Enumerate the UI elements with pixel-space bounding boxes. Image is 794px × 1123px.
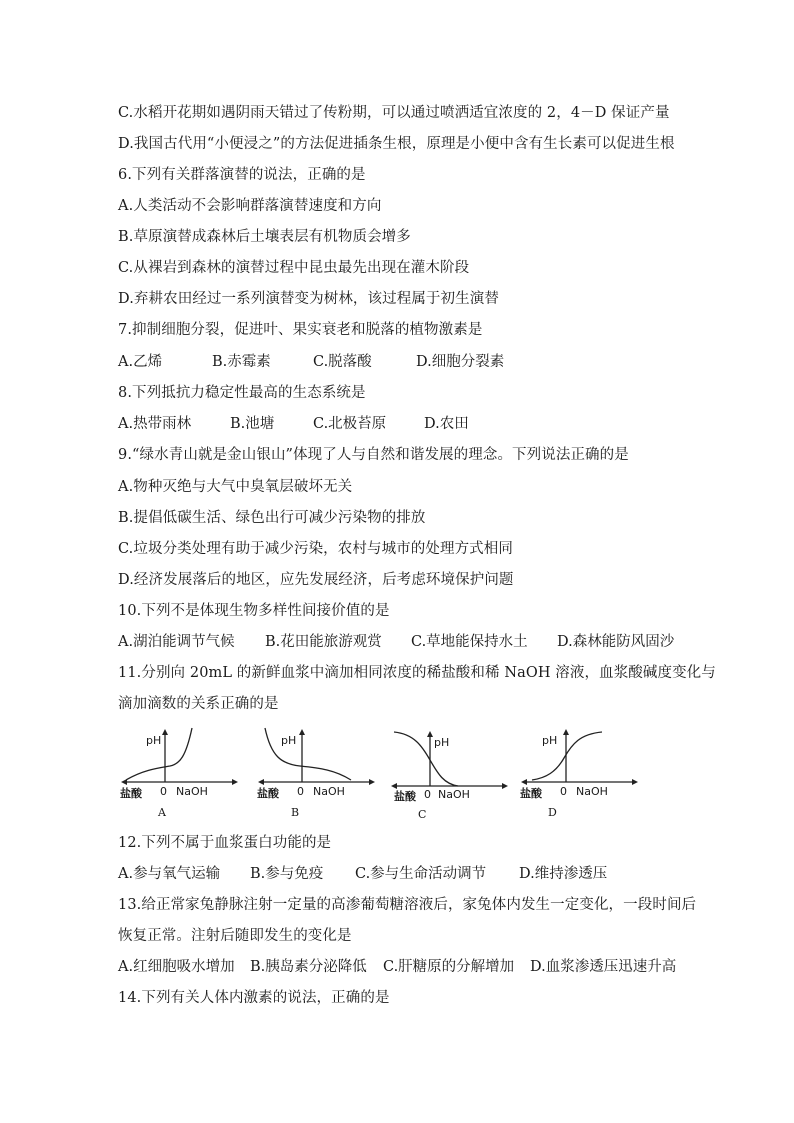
q12-option-b: B.参与免疫 — [250, 866, 324, 882]
q8-option-b: B.池塘 — [230, 416, 275, 432]
ph-graph-c — [388, 726, 518, 822]
text-line: D.我国古代用“小便浸之”的方法促进插条生根，原理是小便中含有生长素可以促进生根 — [118, 136, 675, 152]
question-13-stem-cont: 恢复正常。注射后随即发生的变化是 — [118, 928, 352, 944]
ph-graph-a-svg — [118, 726, 248, 822]
y-axis-arrow — [162, 729, 168, 735]
q12-option-a: A.参与氧气运输 — [118, 866, 221, 882]
origin-label: 0 — [560, 785, 567, 798]
y-axis-arrow — [299, 729, 305, 735]
q12-option-c: C.参与生命活动调节 — [355, 866, 487, 882]
ph-graph-d-svg — [518, 726, 648, 822]
ph-graph-c-svg — [388, 726, 518, 822]
ph-curve — [265, 728, 351, 780]
ph-graph-a — [118, 726, 248, 822]
x-axis-right-arrow — [502, 783, 508, 789]
y-axis-arrow — [563, 729, 569, 735]
q8-option-d: D.农田 — [424, 416, 469, 432]
question-10-stem: 10.下列不是体现生物多样性间接价值的是 — [118, 603, 390, 619]
q8-option-a: A.热带雨林 — [118, 416, 192, 432]
q12-option-d: D.维持渗透压 — [519, 866, 608, 882]
q13-option-b: B.胰岛素分泌降低 — [250, 959, 367, 975]
q10-option-d: D.森林能防风固沙 — [557, 634, 675, 650]
graph-letter: A — [158, 806, 166, 819]
left-axis-label: 盐酸 — [394, 790, 416, 803]
ph-graph-b-svg — [255, 726, 385, 822]
q6-option-a: A.人类活动不会影响群落演替速度和方向 — [118, 198, 382, 214]
graph-letter: B — [291, 806, 300, 819]
q6-option-c: C.从裸岩到森林的演替过程中昆虫最先出现在灌木阶段 — [118, 260, 470, 276]
y-axis-label: pH — [146, 734, 162, 747]
question-12-stem: 12.下列不属于血浆蛋白功能的是 — [118, 835, 332, 851]
q7-option-c: C.脱落酸 — [313, 354, 372, 370]
q13-option-a: A.红细胞吸水增加 — [118, 959, 235, 975]
question-7-stem: 7.抑制细胞分裂，促进叶、果实衰老和脱落的植物激素是 — [118, 322, 483, 338]
q10-option-c: C.草地能保持水土 — [411, 634, 528, 650]
q9-option-b: B.提倡低碳生活、绿色出行可减少污染物的排放 — [118, 510, 426, 526]
question-13-stem: 13.给正常家兔静脉注射一定量的高渗葡萄糖溶液后，家兔体内发生一定变化，一段时间后 — [118, 897, 697, 913]
q7-option-d: D.细胞分裂素 — [416, 354, 505, 370]
y-axis-label: pH — [281, 734, 297, 747]
q6-option-d: D.弃耕农田经过一系列演替变为树林，该过程属于初生演替 — [118, 291, 499, 307]
y-axis-label: pH — [542, 734, 558, 747]
graph-letter: C — [418, 808, 427, 821]
question-11-stem: 11.分别向 20mL 的新鲜血浆中滴加相同浓度的稀盐酸和稀 NaOH 溶液，血浆酸碱度变化与 — [118, 665, 716, 681]
right-axis-label: NaOH — [438, 788, 470, 801]
question-9-stem: 9.“绿水青山就是金山银山”体现了人与自然和谐发展的理念。下列说法正确的是 — [118, 447, 629, 463]
graph-letter: D — [548, 806, 557, 819]
right-axis-label: NaOH — [176, 785, 208, 798]
right-axis-label: NaOH — [576, 785, 608, 798]
text-line: C.水稻开花期如遇阴雨天错过了传粉期，可以通过喷洒适宜浓度的 2，4－D 保证产量 — [118, 105, 670, 121]
origin-label: 0 — [297, 785, 304, 798]
q6-option-b: B.草原演替成森林后土壤表层有机物质会增多 — [118, 229, 411, 245]
q8-option-c: C.北极苔原 — [313, 416, 387, 432]
left-axis-label: 盐酸 — [120, 787, 142, 800]
q13-option-d: D.血浆渗透压迅速升高 — [530, 959, 677, 975]
right-axis-label: NaOH — [313, 785, 345, 798]
y-axis-label: pH — [434, 736, 450, 749]
q13-option-c: C.肝糖原的分解增加 — [383, 959, 515, 975]
q7-option-a: A.乙烯 — [118, 354, 163, 370]
x-axis-right-arrow — [369, 779, 375, 785]
ph-graph-b — [255, 726, 385, 822]
q10-option-b: B.花田能旅游观赏 — [265, 634, 382, 650]
left-axis-label: 盐酸 — [520, 787, 542, 800]
q7-option-b: B.赤霉素 — [212, 354, 271, 370]
q9-option-c: C.垃圾分类处理有助于减少污染，农村与城市的处理方式相同 — [118, 541, 513, 557]
question-14-stem: 14.下列有关人体内激素的说法，正确的是 — [118, 990, 390, 1006]
x-axis-right-arrow — [232, 779, 238, 785]
x-axis-right-arrow — [632, 779, 638, 785]
question-11-stem-cont: 滴加滴数的关系正确的是 — [118, 696, 279, 712]
question-8-stem: 8.下列抵抗力稳定性最高的生态系统是 — [118, 385, 366, 401]
ph-graph-d — [518, 726, 648, 822]
q10-option-a: A.湖泊能调节气候 — [118, 634, 235, 650]
origin-label: 0 — [160, 785, 167, 798]
question-6-stem: 6.下列有关群落演替的说法，正确的是 — [118, 167, 366, 183]
origin-label: 0 — [424, 788, 431, 801]
left-axis-label: 盐酸 — [257, 787, 279, 800]
q9-option-a: A.物种灭绝与大气中臭氧层破坏无关 — [118, 479, 353, 495]
y-axis-arrow — [427, 731, 433, 737]
q9-option-d: D.经济发展落后的地区，应先发展经济，后考虑环境保护问题 — [118, 572, 514, 588]
